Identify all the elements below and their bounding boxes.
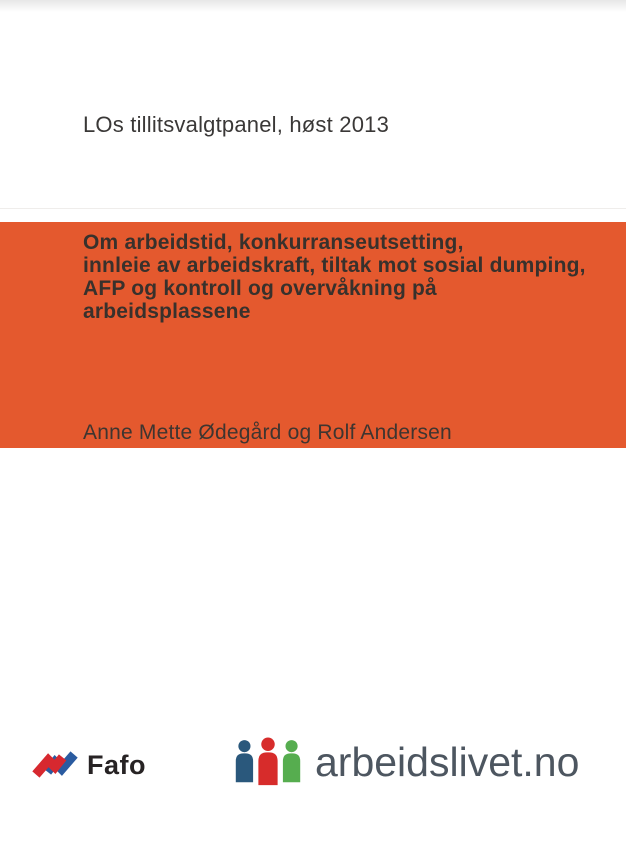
arbeidslivet-logo [234,737,579,787]
people-icon [234,737,302,787]
section-divider [0,208,626,209]
panel-label: LOs tillitsvalgtpanel, høst 2013 [83,112,389,137]
page-top-shadow [0,0,626,12]
arbeidslivet-logo-text: arbeidslivet.no [315,738,580,785]
authors: Anne Mette Ødegård og Rolf Andersen [83,421,452,444]
report-title [83,231,596,323]
fafo-mark-icon [32,744,78,786]
fafo-logo [32,744,146,786]
title-line-3: AFP og kontroll og overvåkning på arbeidsplassene [83,277,437,323]
fafo-logo-text: Fafo [87,749,146,780]
title-band [0,222,626,448]
title-line-2: innleie av arbeidskraft, tiltak mot sosial dumping, [83,254,586,277]
title-line-1: Om arbeidstid, konkurranseutsetting, [83,231,464,254]
